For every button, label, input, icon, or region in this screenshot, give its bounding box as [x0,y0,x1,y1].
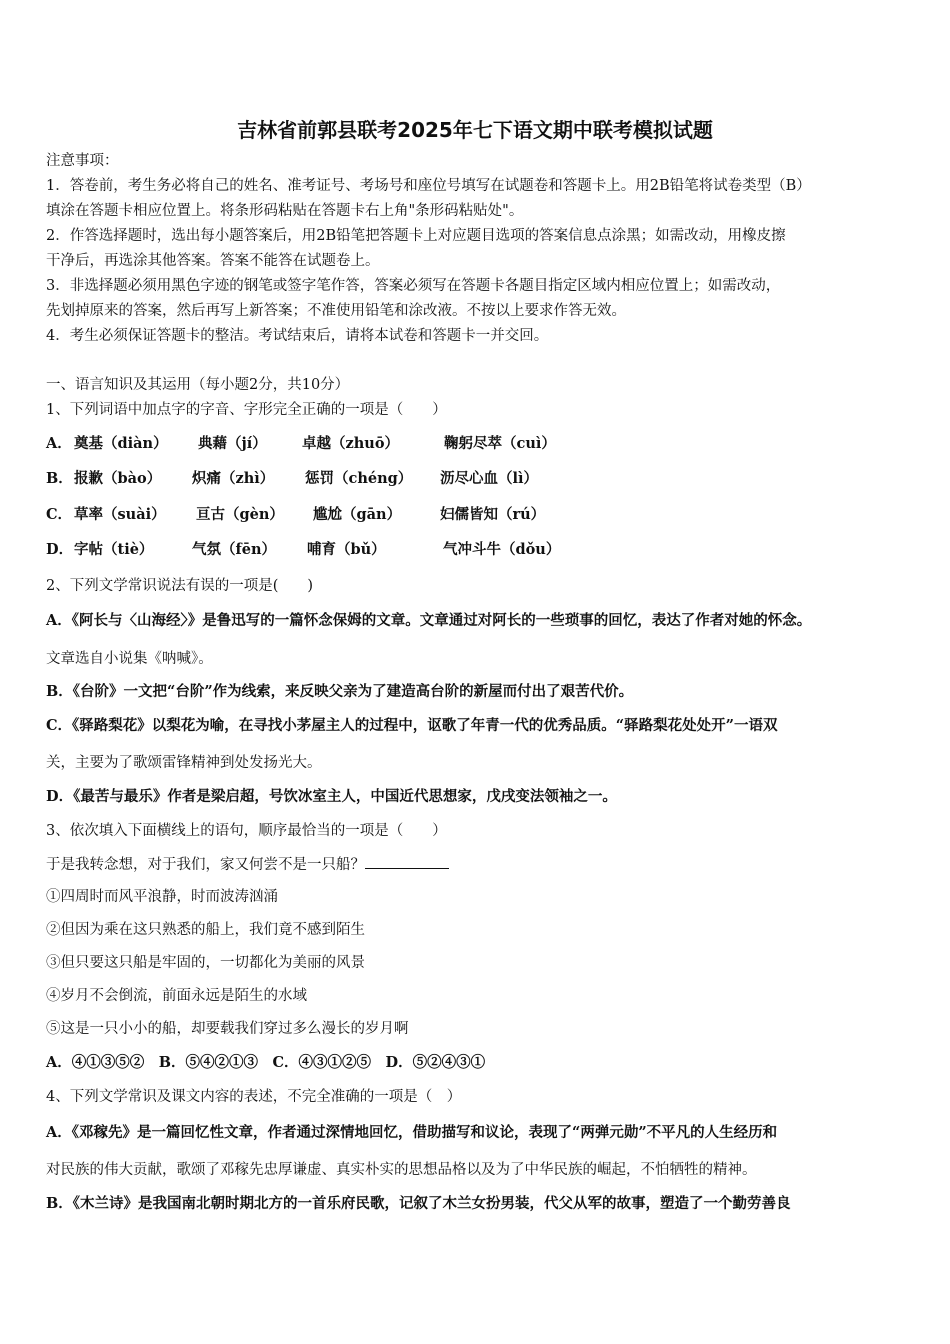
option-label: A． [46,435,72,452]
option-item: 报歉（bào） [74,470,162,487]
option-item: 鞠躬尽萃（cuì） [444,435,556,452]
option-text: C．《驿路梨花》以梨花为喻，在寻找小茅屋主人的过程中，讴歌了年青一代的优秀品质。“驿路梨花处处开”一语双 [46,717,778,734]
notice-line: 4．考生必须保证答题卡的整洁。考试结束后，请将本试卷和答题卡一并交回。 [46,328,549,344]
notice-line: 填涂在答题卡相应位置上。将条形码粘贴在答题卡右上角"条形码粘贴处"。 [46,203,524,219]
option-text: D．《最苦与最乐》作者是梁启超，号饮冰室主人，中国近代思想家，戊戌变法领袖之一。 [46,788,617,805]
sentence-item: ④岁月不会倒流，前面永远是陌生的水域 [46,988,307,1004]
question-stem: 2、下列文学常识说法有误的一项是( ) [46,578,314,594]
question-stem: 4、下列文学常识及课文内容的表述，不完全准确的一项是（ ） [46,1089,462,1105]
option-text: 对民族的伟大贡献，歌颂了邓稼先忠厚谦虚、真实朴实的思想品格以及为了中华民族的崛起，不怕牺牲的精神。 [46,1162,757,1178]
option-text: B．《台阶》一文把“台阶”作为线索，来反映父亲为了建造高台阶的新屋而付出了艰苦代价。 [46,683,634,700]
option-item: 惩罚（chéng） [305,470,413,487]
notice-line: 先划掉原来的答案，然后再写上新答案；不准使用铅笔和涂改液。不按以上要求作答无效。 [46,303,626,319]
option-item: 气冲斗牛（dǒu） [443,541,561,558]
option-item: 奠基（diàn） [74,435,168,452]
option-item: 字帖（tiè） [74,541,154,558]
option-label: D． [46,541,74,558]
option-item: 卓越（zhuō） [302,435,399,452]
option-item: 妇儒皆知（rú） [440,506,546,523]
notice-heading: 注意事项： [46,153,119,169]
notice-line: 2．作答选择题时，选出每小题答案后，用2B铅笔把答题卡上对应题目选项的答案信息点涂黑；如需改动，用橡皮擦 [46,228,786,244]
question-lead [46,854,449,875]
option-item: 气氛（fēn） [192,541,277,558]
option-label: C． [46,506,73,523]
option-text: 文章选自小说集《呐喊》。 [46,651,213,667]
notice-line: 1．答卷前，考生务必将自己的姓名、准考证号、考场号和座位号填写在试题卷和答题卡上。用2B铅笔将试卷类型（B） [46,178,811,194]
notice-line: 干净后，再选涂其他答案。答案不能答在试题卷上。 [46,253,380,269]
option-item: 亘古（gèn） [196,506,284,523]
lead-text: 于是我转念想，对于我们，家又何尝不是一只船？ [46,857,365,873]
page-title: 吉林省前郭县联考2025年七下语文期中联考模拟试题 [237,118,713,142]
question-stem: 3、依次填入下面横线上的语句，顺序最恰当的一项是（ ） [46,823,447,839]
section-heading: 一、语言知识及其运用（每小题2分，共10分） [46,377,350,393]
sentence-item: ③但只要这只船是牢固的，一切都化为美丽的风景 [46,955,365,971]
option-text: A．《阿长与〈山海经〉》是鲁迅写的一篇怀念保姆的文章。文章通过对阿长的一些琐事的回忆，表达了作者对她的怀念。 [46,612,812,629]
sentence-item: ①四周时而风平浪静，时而波涛汹涌 [46,889,278,905]
option-text: 关，主要为了歌颂雷锋精神到处发扬光大。 [46,755,322,771]
option-item: 哺育（bǔ） [307,541,386,558]
sentence-item: ②但因为乘在这只熟悉的船上，我们竟不感到陌生 [46,922,365,938]
answer-blank [365,854,449,869]
sentence-item: ⑤这是一只小小的船，却要载我们穿过多么漫长的岁月啊 [46,1021,409,1037]
option-item: 尴尬（gān） [313,506,402,523]
notice-line: 3．非选择题必须用黑色字迹的钢笔或签字笔作答，答案必须写在答题卡各题目指定区域内相应位置上；如需改动， [46,278,781,294]
answer-options: A．④①③⑤② B．⑤④②①③ C．④③①②⑤ D．⑤②④③① [46,1054,486,1071]
option-label: B． [46,470,73,487]
option-item: 沥尽心血（lì） [440,470,539,487]
option-text: A．《邓稼先》是一篇回忆性文章，作者通过深情地回忆，借助描写和议论，表现了“两弹元勋”不平凡的人生经历和 [46,1124,778,1141]
question-stem: 1、下列词语中加点字的字音、字形完全正确的一项是（ ） [46,402,447,418]
option-item: 草率（suài） [74,506,166,523]
option-item: 典藉（jí） [198,435,267,452]
option-text: B．《木兰诗》是我国南北朝时期北方的一首乐府民歌，记叙了木兰女扮男装，代父从军的故事，塑造了一个勤劳善良 [46,1195,791,1212]
option-item: 炽痛（zhì） [192,470,275,487]
